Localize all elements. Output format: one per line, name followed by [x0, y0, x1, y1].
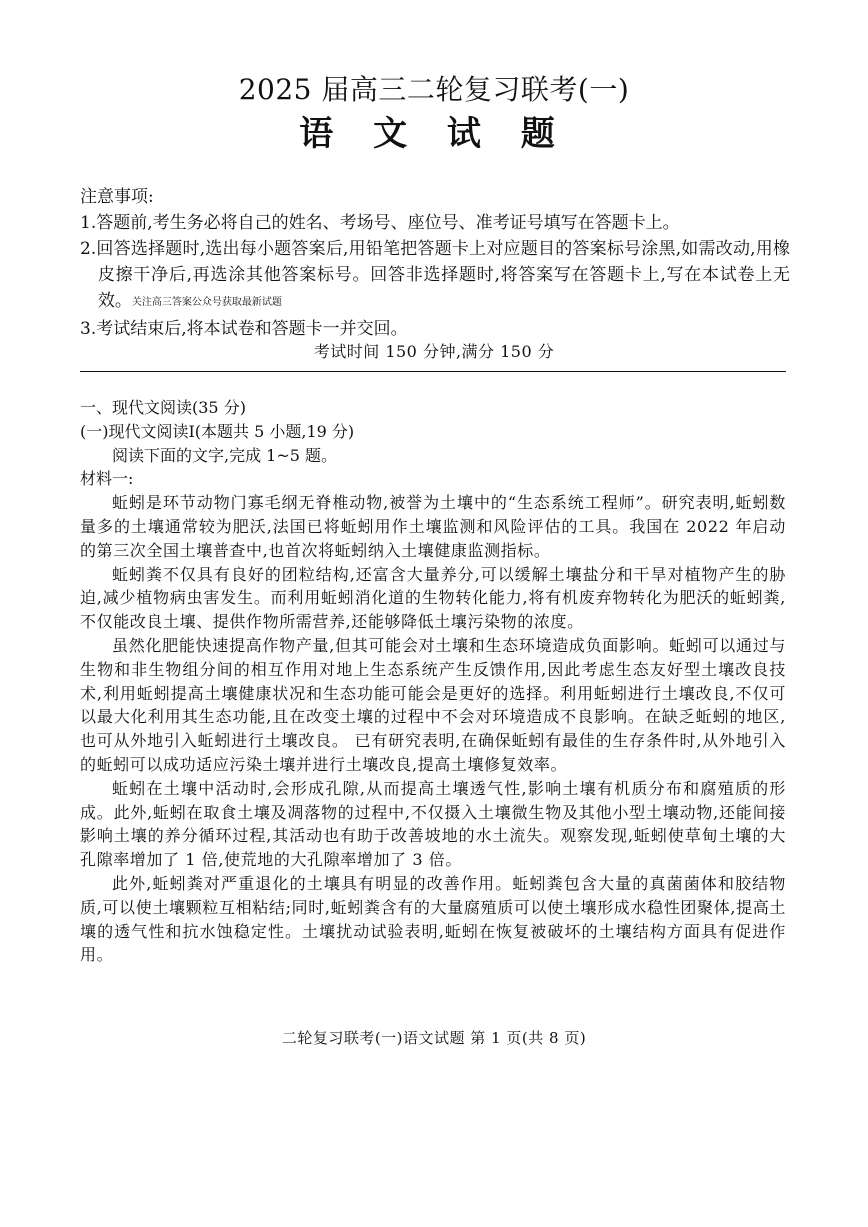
subject-title: 语 文 试 题: [299, 114, 569, 154]
notice-item-1: 1.答题前,考生务必将自己的姓名、考场号、座位号、准考证号填写在答题卡上。: [80, 213, 680, 233]
passage-paragraph: 蚯蚓粪不仅具有良好的团粒结构,还富含大量养分,可以缓解土壤盐分和干旱对植物产生的胁迫,减少植物病虫害发生。而利用蚯蚓消化道的生物转化能力,将有机废弃物转化为肥沃的蚯蚓粪,不仅能改良土壤、提供作物所需营养,还能够降低土壤污染物的浓度。: [80, 564, 786, 632]
notice-item-2: [80, 236, 790, 316]
notice-heading: 注意事项:: [80, 187, 154, 207]
section-subtitle: (一)现代文阅读Ⅰ(本题共 5 小题,19 分): [80, 421, 355, 441]
exam-time-info: 考试时间 150 分钟,满分 150 分: [313, 342, 555, 361]
passage-paragraph: 蚯蚓是环节动物门寡毛纲无脊椎动物,被誉为土壤中的“生态系统工程师”。研究表明,蚯蚓数量多的土壤通常较为肥沃,法国已将蚯蚓用作土壤监测和风险评估的工具。我国在 2022 年启动的第三次全国土壤普查中,也首次将蚯蚓纳入土壤健康监测指标。: [80, 493, 786, 560]
watermark-text: 关注高三答案公众号获取最新试题: [131, 297, 282, 308]
passage-paragraph: 此外,蚯蚓粪对严重退化的土壤具有明显的改善作用。蚯蚓粪包含大量的真菌菌体和胶结物质,可以使土壤颗粒互相粘结;同时,蚯蚓粪含有的大量腐殖质可以使土壤形成水稳性团聚体,提高土壤的透气性和抗水蚀稳定性。土壤扰动试验表明,蚯蚓在恢复被破坏的土壤结构方面具有促进作用。: [80, 873, 786, 965]
reading-section: [80, 396, 786, 967]
section-instruction: 阅读下面的文字,完成 1~5 题。: [112, 445, 338, 465]
notice-item-3: 3.考试结束后,将本试卷和答题卡一并交回。: [80, 319, 408, 339]
notice-item-2-text: 2.回答选择题时,选出每小题答案后,用铅笔把答题卡上对应题目的答案标号涂黑,如需改动,用橡皮擦干净后,再选涂其他答案标号。回答非选择题时,将答案写在答题卡上,写在本试卷上无效。: [80, 239, 790, 311]
section-title: 一、现代文阅读(35 分): [80, 398, 246, 417]
page-footer: 二轮复习联考(一)语文试题 第 1 页(共 8 页): [281, 1029, 587, 1047]
material-label: 材料一:: [80, 469, 134, 489]
passage-paragraph: 虽然化肥能快速提高作物产量,但其可能会对土壤和生态环境造成负面影响。蚯蚓可以通过与生物和非生物组分间的相互作用对地上生态系统产生反馈作用,因此考虑生态友好型土壤改良技术,利用蚯蚓提高土壤健康状况和生态功能可能会是更好的选择。利用蚯蚓进行土壤改良,不仅可以最大化利用其生态功能,且在改变土壤的过程中不会对环境造成不良影响。在缺乏蚯蚓的地区,也可从外地引入蚯蚓进行土壤改良。 已有研究表明,在确保蚯蚓有最佳的生存条件时,从外地引入的蚯蚓可以成功适应污染土壤并进行土壤改良,提高土壤修复效率。: [80, 635, 786, 774]
divider-line: [80, 371, 786, 372]
exam-title: 2025 届高三二轮复习联考(一): [238, 73, 630, 106]
passage-paragraph: 蚯蚓在土壤中活动时,会形成孔隙,从而提高土壤透气性,影响土壤有机质分布和腐殖质的形成。此外,蚯蚓在取食土壤及凋落物的过程中,不仅摄入土壤微生物及其他小型土壤动物,还能间接影响土壤的养分循环过程,其活动也有助于改善坡地的水土流失。观察发现,蚯蚓使草甸土壤的大孔隙率增加了 1 倍,使荒地的大孔隙率增加了 3 倍。: [80, 778, 786, 870]
notice-block: [80, 184, 790, 342]
